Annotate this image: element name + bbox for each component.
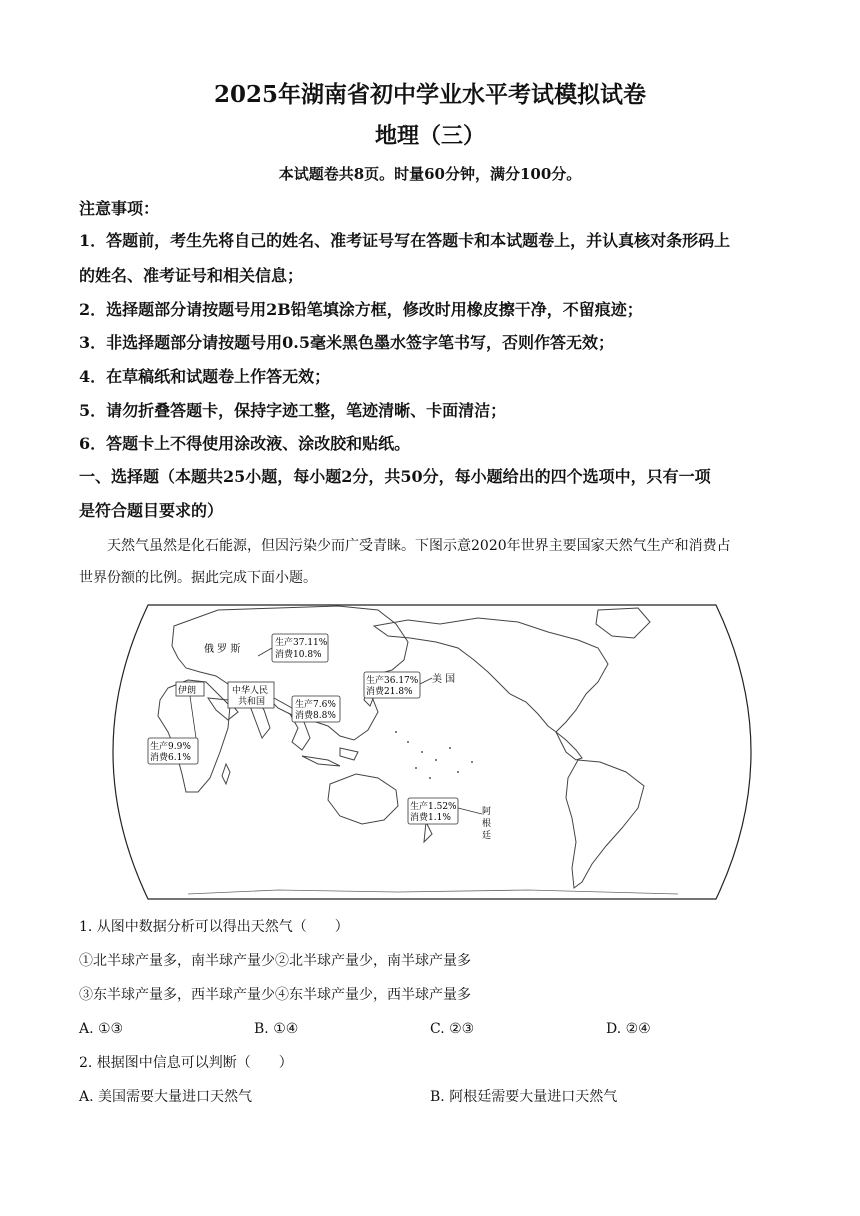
- notice-item-6: 6．答题卡上不得使用涂改液、涂改胶和贴纸。: [79, 434, 411, 453]
- notice-item-4: 4．在草稿纸和试题卷上作答无效；: [79, 367, 331, 386]
- question-1-statements-a: ①北半球产量多，南半球产量少②北半球产量少，南半球产量多: [79, 953, 471, 969]
- usa-label: 美 国: [432, 674, 456, 685]
- notice-item-1b: 的姓名、准考证号和相关信息；: [79, 266, 304, 285]
- china-consumption: 消费8.8%: [295, 711, 336, 721]
- notice-heading: 注意事项：: [79, 199, 160, 218]
- china-label-line1: 中华人民: [232, 686, 269, 696]
- exam-info: 本试题卷共8页。时量60分钟，满分100分。: [278, 165, 582, 183]
- question-2-stem: 2. 根据图中信息可以判断（ ）: [79, 1055, 293, 1071]
- china-label-line2: 共和国: [238, 697, 266, 707]
- russia-production: 生产37.11%: [275, 638, 328, 648]
- russia-consumption: 消费10.8%: [275, 650, 322, 660]
- iran-consumption: 消费6.1%: [150, 753, 191, 763]
- notice-item-5: 5．请勿折叠答题卡，保持字迹工整，笔迹清晰、卡面清洁；: [79, 401, 507, 420]
- exam-title: 2025年湖南省初中学业水平考试模拟试卷: [213, 81, 646, 108]
- exam-subtitle: 地理（三）: [374, 123, 485, 149]
- russia-label: 俄 罗 斯: [204, 644, 241, 655]
- world-map-figure: [78, 602, 786, 902]
- world-map: [78, 602, 786, 902]
- iran-production: 生产9.9%: [150, 742, 191, 752]
- argentina-label-2: 根: [482, 819, 492, 829]
- question-1-statements-b: ③东半球产量多，西半球产量少④东半球产量少，西半球产量多: [79, 987, 471, 1003]
- question-2-option-b[interactable]: B. 阿根廷需要大量进口天然气: [430, 1089, 618, 1105]
- section-heading-line1: 一、选择题（本题共25小题，每小题2分，共50分，每小题给出的四个选项中，只有一项: [79, 467, 711, 486]
- usa-production: 生产36.17%: [366, 676, 419, 686]
- usa-consumption: 消费21.8%: [366, 687, 413, 697]
- question-2-option-a[interactable]: A. 美国需要大量进口天然气: [79, 1089, 253, 1105]
- question-1-stem: 1. 从图中数据分析可以得出天然气（ ）: [79, 919, 349, 935]
- section-heading-line2: 是符合题目要求的）: [79, 501, 224, 520]
- question-1-option-c[interactable]: C. ②③: [430, 1021, 475, 1037]
- notice-item-3: 3．非选择题部分请按题号用0.5毫米黑色墨水签字笔书写，否则作答无效；: [79, 333, 614, 352]
- argentina-label-1: 阿: [482, 807, 492, 817]
- intro-line2: 世界份额的比例。据此完成下面小题。: [79, 570, 317, 586]
- question-1-option-a[interactable]: A. ①③: [79, 1021, 124, 1037]
- argentina-label-3: 廷: [482, 831, 492, 841]
- argentina-consumption: 消费1.1%: [410, 813, 451, 823]
- china-production: 生产7.6%: [295, 700, 336, 710]
- question-1-option-b[interactable]: B. ①④: [254, 1021, 299, 1037]
- notice-item-1a: 1．答题前，考生先将自己的姓名、准考证号写在答题卡和本试题卷上，并认真核对条形码上: [79, 231, 731, 250]
- argentina-production: 生产1.52%: [410, 802, 457, 812]
- notice-item-2: 2．选择题部分请按题号用2B铅笔填涂方框，修改时用橡皮擦干净，不留痕迹；: [79, 300, 643, 319]
- question-1-option-d[interactable]: D. ②④: [606, 1021, 651, 1037]
- intro-line1: 天然气虽然是化石能源，但因污染少而广受青睐。下图示意2020年世界主要国家天然气生产和消费占: [107, 538, 731, 554]
- iran-label: 伊朗: [178, 686, 197, 696]
